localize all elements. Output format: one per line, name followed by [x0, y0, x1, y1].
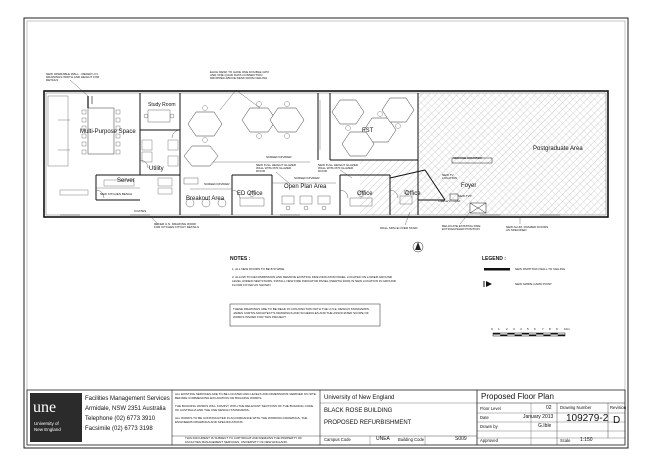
une-logo-sub2: New England — [34, 427, 61, 432]
room-cleaners: Cleaner's Cupbd — [438, 199, 461, 203]
disclaimer-text: THESE DRAWINGS ARE TO BE READ IN CONJUNCTION WITH THE U.N.E. DESIGN STANDARDS, JAMES CURTIS ARCHITECT'S DRAWINGS AND SCHEDULES AND THE ASSOCIATED SCOPE OF WORKS ISSUED FOR THIS PROJECT. — [233, 307, 370, 320]
note-glazed-wall-2: NEW FULL HEIGHT GLAZED WALL WITH 870 GLAZED DOOR — [318, 163, 359, 173]
date-label: Date — [480, 415, 489, 420]
statement-2: THE BUILDING WORKS WILL COMPLY WITH THE RELEVANT SECTIONS OF THE BUILDING CODE OF AUSTRALIA AND THE UNE DESIGN STANDARDS. — [175, 404, 314, 412]
note-relocate-fire: RELOCATE EXISTING FIRE EXTINGUISHER POSITION — [442, 224, 481, 231]
label-kitchen-bench: NEW KITCHEN BENCH — [100, 192, 133, 196]
scale-tick-4: 4 — [520, 327, 522, 331]
sheet-border — [24, 18, 628, 448]
scale-tick-0: 0 — [491, 327, 493, 331]
project-name: PROPOSED REFURBISHMENT — [324, 420, 412, 426]
room-foyer: Foyer — [461, 183, 477, 189]
label-screen-divider-2: SCREEN DIVIDER — [204, 182, 230, 186]
date-value: January 2013 — [523, 414, 554, 420]
swipe-card-icon — [486, 281, 492, 287]
university-name: University of New England — [324, 395, 395, 401]
note-wall-space: WALL SPACE OVER STAIR — [380, 226, 418, 230]
building-code: S009 — [455, 436, 467, 442]
room-postgraduate: Postgraduate Area — [533, 146, 583, 152]
note-item-1: 1. ALL NEW DOORS TO BE 870 WIDE — [232, 267, 285, 271]
note-operable-wall: NEW OPERABLE WALL - REFER U.N. DRAWINGS WIDTH AND HEIGHT FOR DETAILS — [46, 72, 100, 82]
une-logo-text: une — [33, 399, 57, 416]
room-ed-office: ED Office — [237, 191, 263, 197]
note-item-2: 2. ALLOW TO DECOMMISSION AND REMOVE EXISTING FIRE INDICATOR PANEL LOCATED ON LOWER GROUND LEVEL UNDER NEW STAIRS, INSTALL NEW FIRE INDICATOR PANEL (INERTIA 2000) IN NEW LOCATION IN GROUND FLOOR FOYER AS SHOWN. — [232, 275, 396, 287]
org-line-1: Facilities Management Services — [85, 396, 170, 402]
scale-tick-5: 5 — [527, 327, 529, 331]
legend-item-swipe: NEW SWIPE CARD POINT — [515, 282, 552, 286]
revision-label: Revision — [610, 405, 627, 410]
statement-1: ALL EXISTING SERVICES ARE TO BE LOCATED AND LEVELS AND DIMENSIONS VERIFIED ON SITE BEFORE COMMENCING EXCAVATION OR BUILDING WORKS. — [175, 392, 316, 400]
scale-value: 1:150 — [580, 437, 593, 443]
room-utility: Utility — [149, 166, 164, 172]
scale-tick-9: 9 — [556, 327, 558, 331]
scale-tick-7: 7 — [542, 327, 544, 331]
notes-title: NOTES : — [230, 256, 251, 262]
room-office-1: Office — [357, 191, 373, 197]
label-screen-divider-3: SCREEN DIVIDER — [294, 176, 320, 180]
scale-bar — [493, 333, 565, 336]
room-server: Server — [117, 178, 135, 184]
note-kitchen-fitout: REFER U.N. DRAWING WORK FOR KITCHEN FITOUT DETAILS — [154, 222, 200, 229]
scale-tick-10m: 10m — [564, 327, 570, 331]
label-service-counter: SERVICE COUNTER — [453, 156, 482, 160]
room-multi-purpose: Multi-Purpose Space — [80, 129, 136, 135]
une-logo-sub1: University of — [34, 421, 59, 426]
floor-level-label: Floor Level — [480, 406, 501, 411]
scale-tick-3: 3 — [513, 327, 515, 331]
label-screen-divider-1: SCREEN DIVIDER — [266, 155, 292, 159]
workstation-clusters — [184, 98, 414, 166]
label-new-tvp: NEW TVP — [458, 194, 472, 198]
note-alum-doors: NEW ALUM. FRAMED DOORS AS SPECIFIED — [506, 225, 549, 232]
legend-symbols — [484, 268, 510, 287]
legend-partition-symbol — [484, 268, 510, 271]
room-breakout: Breakout Area — [186, 196, 225, 202]
room-open-plan: Open Plan Area — [284, 184, 327, 190]
study-room-furniture — [144, 110, 174, 122]
drawn-by: G.Ible — [538, 423, 552, 429]
building-code-label: Building Code — [398, 437, 425, 442]
scale-label: Scale — [560, 438, 571, 443]
room-study: Study Room — [148, 102, 176, 108]
scale-tick-1: 1 — [498, 327, 500, 331]
label-new-tv: NEW TV LOCATION — [442, 173, 458, 180]
org-line-3: Telephone (02) 6773 3910 — [85, 416, 156, 422]
scale-tick-8: 8 — [549, 327, 551, 331]
legend-item-partition: NEW PARTITION WALL TO CEILING — [515, 267, 566, 271]
campus-code: UNEA — [376, 436, 390, 442]
drawing-number-label: Drawing Number — [560, 405, 592, 410]
note-glazed-wall-1: NEW FULL HEIGHT GLAZED WALL WITH 870 GLAZED DOOR — [256, 163, 297, 173]
revision-value: D — [613, 415, 621, 426]
campus-code-label: Campus Code — [324, 437, 351, 442]
approved-label: Approved — [480, 438, 498, 443]
drawing-title: Proposed Floor Plan — [481, 392, 554, 401]
drawn-by-label: Drawn by — [480, 424, 498, 429]
sheet-inner-border — [27, 21, 625, 445]
copyright-note: THIS DOCUMENT IS SUBJECT TO COPYRIGHT AND REMAINS THE PROPERTY OF FACILITIES MANAGEMENT SERVICES, UNIVERSITY OF NEW ENGLAND. — [185, 436, 303, 444]
scale-tick-6: 6 — [534, 327, 536, 331]
room-fst: FST — [362, 128, 374, 134]
label-coates: COATES — [134, 209, 147, 213]
floor-level: 02 — [546, 405, 552, 411]
building-name: BLACK ROSE BUILDING — [324, 408, 393, 414]
drawing-number: 109279-2 — [566, 413, 609, 424]
org-line-2: Armidale, NSW 2351 Australia — [85, 406, 166, 412]
legend-title: LEGEND : — [482, 256, 506, 262]
statement-3: ALL WORKS TO BE CONSTRUCTED IN ACCORDANCE WITH THE WORKING DRAWINGS, THE ENGINEERS DRAWINGS AND SPECIFICATIONS. — [175, 416, 308, 424]
room-office-2: Office — [405, 191, 421, 197]
note-desk-gpo: EACH DESK TO HAVE ONE DOUBLE GPO AND ONE QUAD DATA CONNECTION DROPPED ABOVE DESK FROM CEILING — [210, 70, 270, 80]
north-marker — [413, 242, 423, 252]
org-line-4: Facsimile (02) 6773 3198 — [85, 426, 153, 432]
scale-tick-2: 2 — [506, 327, 508, 331]
